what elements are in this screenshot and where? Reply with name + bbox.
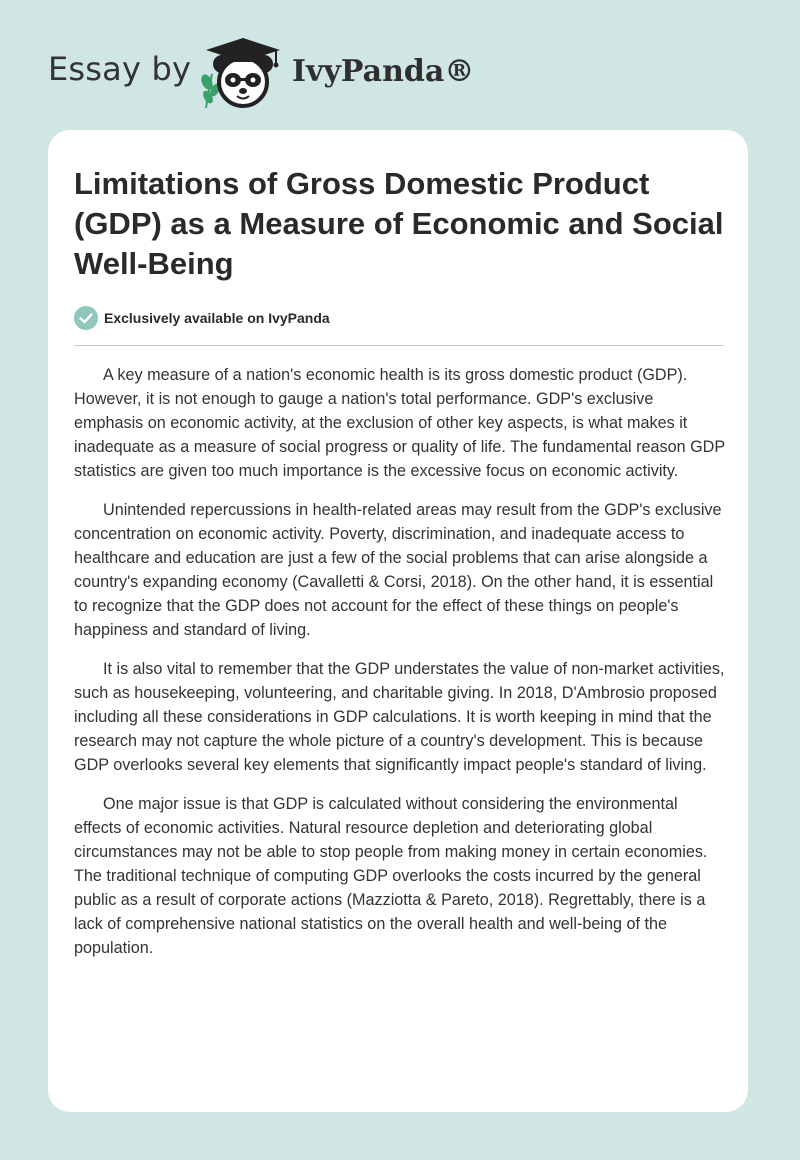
ivypanda-brand[interactable]: IvyPanda® [292,54,475,89]
paragraph: It is also vital to remember that the GDP understates the value of non-market activities, such as housekeeping, volunteering, and charitable giving. In 2018, D'Ambrosio proposed including all these considerations in GDP calculations. It is worth keeping in mind that the research may not capture the whole picture of a country's development. This is because GDP overlooks several key elements that significantly impact people's standard of living. [74,660,725,774]
check-circle-icon [74,306,98,330]
essay-card [48,130,748,1112]
page-title: Limitations of Gross Domestic Product (GDP) as a Measure of Economic and Social Well-Being [74,166,724,281]
essay-body [74,363,726,975]
panda-graduate-icon[interactable] [198,34,284,110]
paragraph: A key measure of a nation's economic health is its gross domestic product (GDP). However, it is not enough to gauge a nation's total performance. GDP's exclusive emphasis on economic activity, at the exclusion of other key aspects, is what makes it inadequate as a measure of social progress or quality of life. The fundamental reason GDP statistics are given too much importance is the excessive focus on economic activity. [74,366,725,480]
divider [74,345,724,346]
exclusive-badge-label: Exclusively available on IvyPanda [104,310,330,326]
site-header [0,0,800,130]
essay-by-label: Essay by [48,50,192,88]
exclusive-badge [74,305,330,331]
paragraph: Unintended repercussions in health-related areas may result from the GDP's exclusive concentration on economic activity. Poverty, discrimination, and inadequate access to healthcare and education are just a few of the social problems that can arise alongside a country's expanding economy (Cavalletti & Corsi, 2018). On the other hand, it is essential to recognize that the GDP does not account for the effect of these things on people's happiness and standard of living. [74,501,722,639]
paragraph: One major issue is that GDP is calculated without considering the environmental effects of economic activities. Natural resource depletion and deteriorating global circumstances may not be able to stop people from making money in certain economies. The traditional technique of computing GDP overlooks the costs incurred by the general public as a result of corporate actions (Mazziotta & Pareto, 2018). Regrettably, there is a lack of comprehensive national statistics on the overall health and well-being of the population. [74,795,708,957]
